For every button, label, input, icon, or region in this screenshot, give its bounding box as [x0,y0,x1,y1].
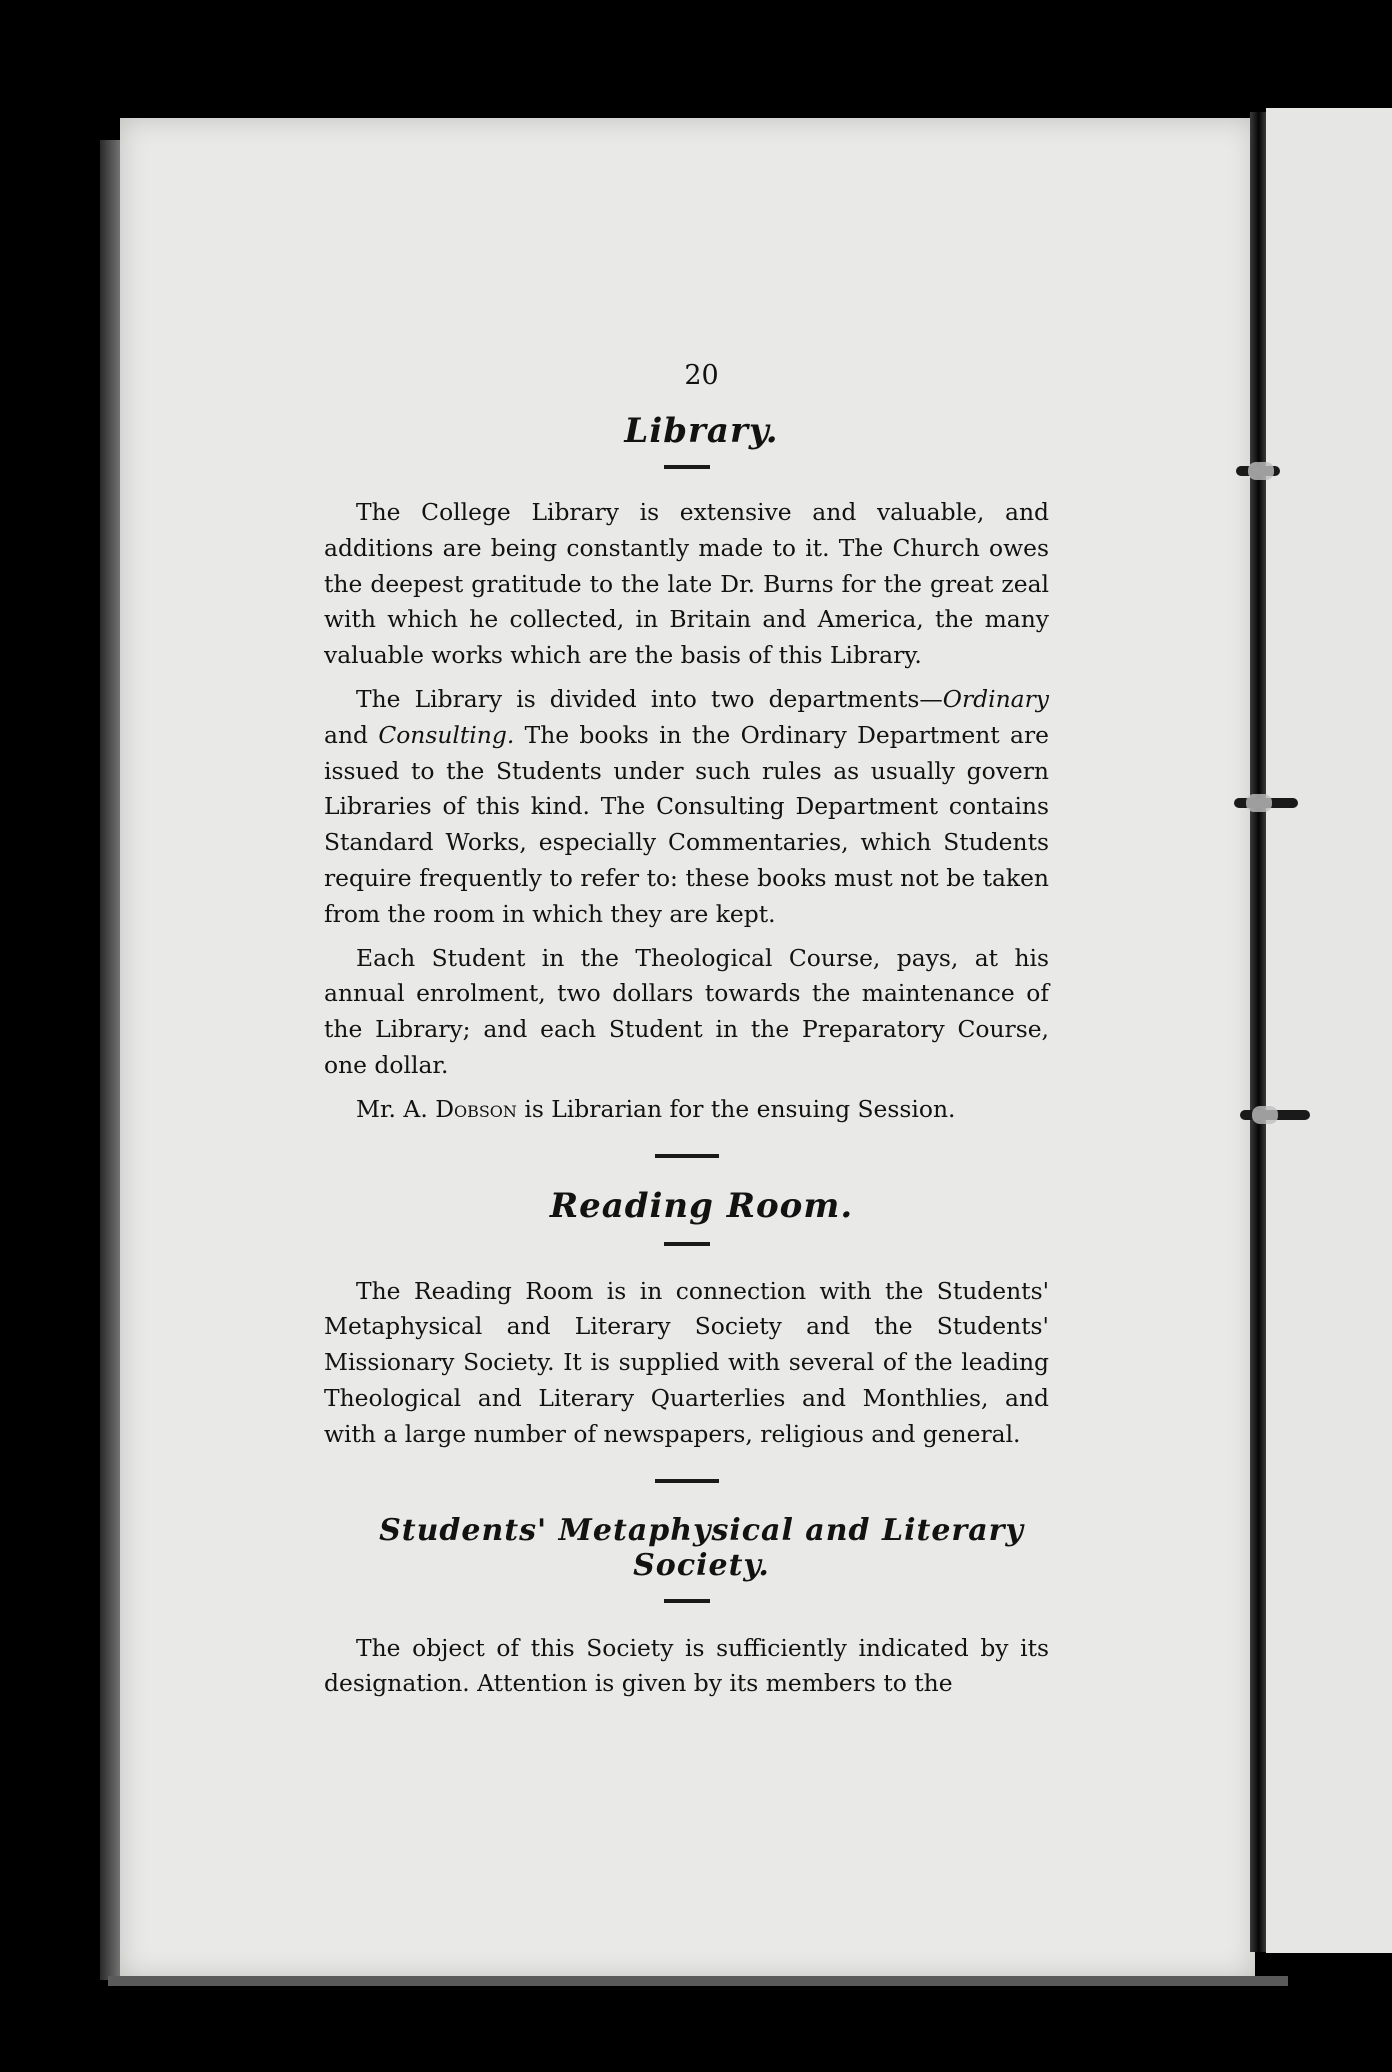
binding-stitch [1236,466,1280,476]
page-number: 20 [684,360,719,391]
emphasis-consulting: Consulting. [378,720,515,749]
binding-stitch [1240,1110,1310,1120]
text-run: The Library is divided into two departments— [356,684,943,713]
text-run: Mr. A. [356,1094,436,1123]
text-column [324,360,1049,1702]
section-rule [664,465,710,469]
binding-gutter [1250,112,1266,1952]
society-paragraph: The object of this Society is sufficiently indicated by its designation. Attention is given by its members to the [324,1633,1049,1698]
library-paragraph-1: The College Library is extensive and valuable, and additions are being constantly made to it. The Church owes the deepest gratitude to the late Dr. Burns for the great zeal with which he collected, in Britain and America, the many valuable works which are the basis of this Library. [324,498,1049,670]
heading-society: Students' Metaphysical and Literary Society. [379,1512,1024,1583]
library-paragraph-3: Each Student in the Theological Course, pays, at his annual enrolment, two dollars towards the maintenance of the Library; and each Student in the Preparatory Course, one dollar. [324,943,1049,1079]
text-run: is Librarian for the ensuing Session. [516,1094,956,1123]
library-paragraph-4 [324,1092,1049,1128]
text-run: The books in the Ordinary Department are issued to the Students under such rules as usually govern Libraries of this kind. The Consulting Department contains Standard Works, especially Commentaries, which Students require frequently to refer to: these books must not be taken from the room in which they are kept. [324,720,1049,928]
heading-reading-room: Reading Room. [549,1185,854,1226]
reading-room-paragraph: The Reading Room is in connection with the Students' Metaphysical and Literary Society and the Students' Missionary Society. It is supplied with several of the leading Theological and Literary Quarterlies and Monthlies, and with a large number of newspapers, religious and general. [324,1276,1049,1448]
section-rule [664,1242,710,1246]
heading-library: Library. [624,411,779,451]
page-left-edge-shadow [100,140,122,1980]
page-bottom-edge [108,1976,1288,1986]
section-divider [655,1479,719,1483]
librarian-name: Dobson [435,1094,517,1123]
text-run: and [324,720,379,749]
section-divider [655,1154,719,1158]
emphasis-ordinary: Ordinary [942,684,1049,713]
binding-stitch [1234,798,1298,808]
facing-page-sliver [1266,108,1392,1953]
section-rule [664,1599,710,1603]
library-paragraph-2 [324,682,1049,933]
